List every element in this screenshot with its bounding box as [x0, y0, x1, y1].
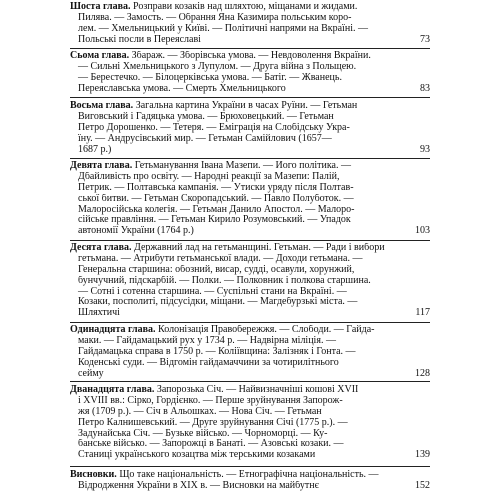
toc-entry-chapter-12	[70, 385, 430, 461]
toc-entry-chapter-8	[70, 101, 430, 155]
page-number: 83	[420, 83, 430, 94]
separator-rule	[70, 322, 430, 323]
toc-line: маки. — Гайдамацький рух у 1734 р. — Надвірна міліція. —	[78, 335, 336, 346]
separator-rule	[70, 381, 430, 382]
toc-line: Станиці українського козацтва між терськими козаками 139	[78, 450, 430, 461]
toc-line: Петро Дорошенко. — Тетеря. — Еміграція на Слобідську Укра-	[78, 122, 350, 133]
toc-line: жя (1709 р.). — Січ в Альошках. — Нова Січ. — Гетьман	[78, 406, 322, 417]
toc-line: Козаки, посполиті, підсусідки, міщани. — Магдебурзькі міста. —	[78, 297, 358, 308]
chapter-title: Девята глава.	[70, 161, 133, 171]
chapter-title: Висновки.	[70, 470, 117, 480]
chapter-title: Восьма глава.	[70, 101, 134, 111]
toc-entry-chapter-7	[70, 51, 430, 95]
toc-line: Шоста глава. Розправи козаків над шляхтою, міщанами и жидами.	[70, 2, 358, 12]
separator-rule	[70, 466, 430, 467]
chapter-title: Шоста глава.	[70, 2, 131, 12]
separator-rule	[70, 240, 430, 241]
toc-line: Одинадцята глава. Колонізація Правобережжя. — Слободи. — Гайда-	[70, 325, 375, 335]
toc-entry-chapter-11	[70, 325, 430, 379]
toc-line: Переяславська умова. — Смерть Хмельницького 83	[78, 83, 430, 94]
page-number: 152	[415, 480, 430, 491]
toc-line: — Берестечко. — Білоцерківська умова. — Батіг. — Жванець.	[78, 72, 342, 83]
toc-line: сейму 128	[78, 368, 430, 379]
toc-entry-chapter-6	[70, 2, 430, 46]
toc-line: банське військо. — Запорожці в Банаті. — Азовські козаки. —	[78, 439, 344, 450]
chapter-title: Сьома глава.	[70, 51, 130, 61]
toc-line: Шляхтичі 117	[78, 308, 430, 319]
toc-line: бунчучний, підскарбій. — Полки. — Полковник і полкова старшина.	[78, 275, 371, 286]
toc-line: Дбайливість про освіту. — Народні реакції за Мазепи: Палій,	[78, 171, 340, 182]
toc-line: 1687 р.) 93	[78, 144, 430, 155]
toc-line: Сьома глава. Збараж. — Зборівська умова. — Невдоволення Вкраїни.	[70, 51, 371, 61]
page-number: 93	[420, 144, 430, 155]
separator-rule	[70, 158, 430, 159]
toc-line: Відродження України в XIX в. — Висновки на майбутнє 152	[78, 480, 430, 491]
chapter-title: Дванадцята глава.	[70, 385, 155, 395]
toc-line: Гайдамацька справа в 1750 р. — Коліївщина: Залізняк і Гонта. —	[78, 346, 356, 357]
toc-line: Девята глава. Гетьманування Івана Мазепи. — Його політика. —	[70, 161, 351, 171]
toc-line: автономії України (1764 р.) 103	[78, 226, 430, 237]
chapter-title: Одинадцята глава.	[70, 325, 156, 335]
toc-line: Генеральна старшина: обозний, висар, судді, осавули, хорунжий,	[78, 264, 355, 275]
toc-line: їну. — Андрусівський мир. — Гетьман Самійлович (1657—	[78, 133, 332, 144]
toc-line: Висновки. Що таке національність. — Етнографічна національність. —	[70, 470, 379, 480]
page-number: 117	[415, 308, 430, 319]
toc-line: гетьмана. — Атрибути гетьманської влади. — Доходи гетьмана. —	[78, 253, 363, 264]
toc-line: лем. — Хмельницький у Київі. — Політичні напрями на Вкраїні. —	[78, 23, 368, 34]
toc-line: Польські посли в Переяславі 73	[78, 34, 430, 45]
toc-line: Петро Калнишевський. — Друге зруйнування Січі (1775 р.). —	[78, 417, 348, 428]
separator-rule	[70, 97, 430, 98]
toc-line: Виговський і Гадяцька умова. — Брюховецький. — Гетьман	[78, 111, 334, 122]
page-number: 139	[415, 450, 430, 461]
toc-line: Десята глава. Державний лад на гетьманщині. Гетьман. — Ради і вибори	[70, 243, 385, 253]
toc-line: — Сильні Хмельницького з Лупулом. — Друга війна з Польщею.	[78, 61, 357, 72]
toc-line: Коденські суди. — Відгомін гайдамаччини за чотирилітнього	[78, 357, 339, 368]
toc-line: Малоросійська колегія. — Гетьман Данило Апостол. — Малоро-	[78, 204, 355, 215]
toc-line: і XVIII вв.: Сірко, Гордієнко. — Перше зруйнування Запорож-	[78, 395, 343, 406]
toc-line: Пилява. — Замость. — Обрання Яна Казимира польським коро-	[78, 12, 352, 23]
toc-line: — Сотні і сотенна старшина. — Суспільні стани на Вкраїні. —	[78, 286, 347, 297]
page-number: 103	[415, 226, 430, 237]
toc-line: ської битви. — Гетьман Скоропадський. — Павло Полуботок. —	[78, 193, 354, 204]
page-number: 73	[420, 34, 430, 45]
toc-entry-chapter-10	[70, 243, 430, 319]
toc-line: Восьма глава. Загальна картина України в часах Руїни. — Гетьман	[70, 101, 358, 111]
separator-rule	[70, 48, 430, 49]
toc-entry-conclusions	[70, 470, 430, 492]
toc-line: Петрик. — Полтавська кампанія. — Утиски уряду після Полтав-	[78, 182, 354, 193]
toc-line: Задунайська Січ. — Бузьке військо. — Чорноморці. — Ку-	[78, 428, 328, 439]
toc-entry-chapter-9	[70, 161, 430, 237]
toc-line: Дванадцята глава. Запорозька Січ. — Найвизначніші кошові XVII	[70, 385, 359, 395]
chapter-title: Десята глава.	[70, 243, 132, 253]
toc-line: сійське правління. — Гетьман Кирило Розумовський. — Упадок	[78, 215, 351, 226]
page-number: 128	[415, 368, 430, 379]
